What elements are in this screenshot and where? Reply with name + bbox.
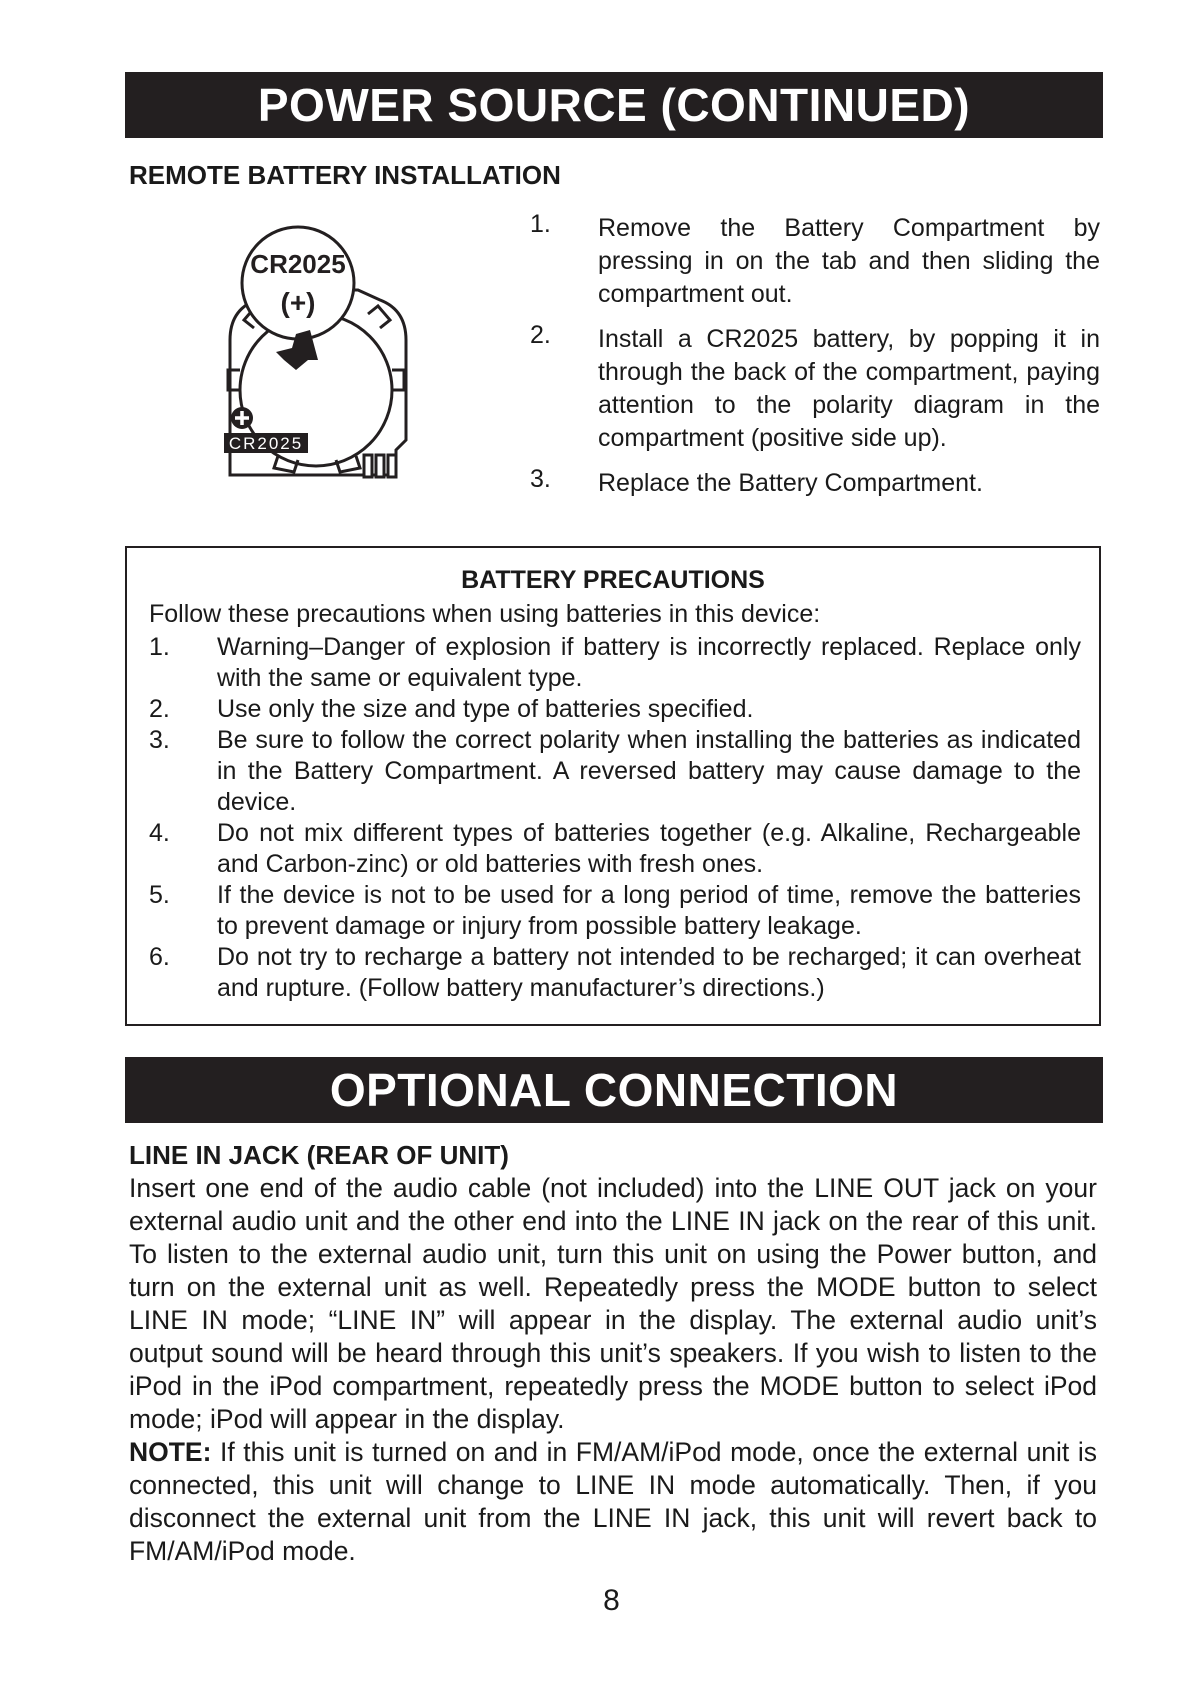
precaution-number: 4.: [149, 819, 170, 847]
precaution-text: Be sure to follow the correct polarity when installing the batteries as indicated in the Battery Compartment. A reversed battery may cause damage to the device.: [217, 726, 1081, 816]
install-step: [530, 212, 1100, 311]
step-number: 1.: [530, 210, 551, 238]
polarity-label: (+): [280, 287, 316, 318]
install-step: [530, 467, 1100, 500]
precautions-intro: Follow these precautions when using batteries in this device:: [149, 600, 821, 628]
precautions-list: [149, 632, 1081, 1004]
precaution-number: 1.: [149, 633, 170, 661]
line-in-heading: LINE IN JACK (REAR OF UNIT): [129, 1140, 509, 1170]
precaution-text: If the device is not to be used for a long period of time, remove the batteries to prevent damage or injury from possible battery leakage.: [217, 881, 1081, 940]
compartment-label: CR2025: [228, 434, 304, 453]
precaution-text: Do not try to recharge a battery not intended to be recharged; it can overheat and rupture. (Follow battery manufacturer’s directions.): [217, 943, 1081, 1002]
note-label: NOTE:: [129, 1437, 212, 1467]
line-in-instructions: Insert one end of the audio cable (not included) into the LINE OUT jack on your external audio unit and the other end into the LINE IN jack on the rear of this unit. To listen to the external audio unit, turn this unit on using the Power button, and turn on the external unit as well. Repeatedly press the MODE button to select LINE IN mode; “LINE IN” will appear in the display. The external audio unit’s output sound will be heard through this unit’s speakers. If you wish to listen to the iPod in the iPod compartment, repeatedly press the MODE button to select iPod mode; iPod will appear in the display.: [129, 1173, 1097, 1434]
optional-connection-banner: OPTIONAL CONNECTION: [125, 1057, 1103, 1123]
precaution-number: 5.: [149, 881, 170, 909]
install-steps-list: [530, 212, 1100, 512]
step-text: Replace the Battery Compartment.: [598, 469, 983, 497]
battery-precautions-box: [125, 546, 1101, 1026]
note-text: If this unit is turned on and in FM/AM/iPod mode, once the external unit is connected, this unit will change to LINE IN mode automatically. Then, if you disconnect the external unit from the LINE IN jack, this unit will revert back to FM/AM/iPod mode.: [129, 1437, 1097, 1566]
precaution-item: [149, 694, 1081, 725]
precaution-item: [149, 725, 1081, 818]
battery-compartment-diagram: [218, 220, 418, 520]
precaution-number: 3.: [149, 726, 170, 754]
precaution-number: 6.: [149, 943, 170, 971]
note-paragraph: [129, 1436, 1097, 1568]
precautions-title: BATTERY PRECAUTIONS: [461, 566, 765, 594]
page-number: 8: [603, 1584, 620, 1617]
release-tab: [364, 455, 396, 477]
cr2025-coin-cell: [242, 227, 354, 339]
precaution-item: [149, 632, 1081, 694]
precaution-text: Warning–Danger of explosion if battery is incorrectly replaced. Replace only with the same or equivalent type.: [217, 633, 1081, 692]
battery-label: CR2025: [250, 249, 346, 279]
precaution-text: Do not mix different types of batteries together (e.g. Alkaline, Rechargeable and Carbon-zinc) or old batteries with fresh ones.: [217, 819, 1081, 878]
step-number: 3.: [530, 465, 551, 493]
step-text: Remove the Battery Compartment by pressing in on the tab and then sliding the compartment out.: [598, 214, 1100, 308]
power-source-banner: POWER SOURCE (CONTINUED): [125, 72, 1103, 138]
precaution-text: Use only the size and type of batteries specified.: [217, 695, 754, 723]
precaution-item: [149, 880, 1081, 942]
step-number: 2.: [530, 321, 551, 349]
remote-battery-heading: REMOTE BATTERY INSTALLATION: [129, 160, 561, 190]
step-text: Install a CR2025 battery, by popping it in through the back of the compartment, paying attention to the polarity diagram in the compartment (positive side up).: [598, 325, 1100, 452]
precaution-number: 2.: [149, 695, 170, 723]
precaution-item: [149, 942, 1081, 1004]
precaution-item: [149, 818, 1081, 880]
install-step: [530, 323, 1100, 455]
